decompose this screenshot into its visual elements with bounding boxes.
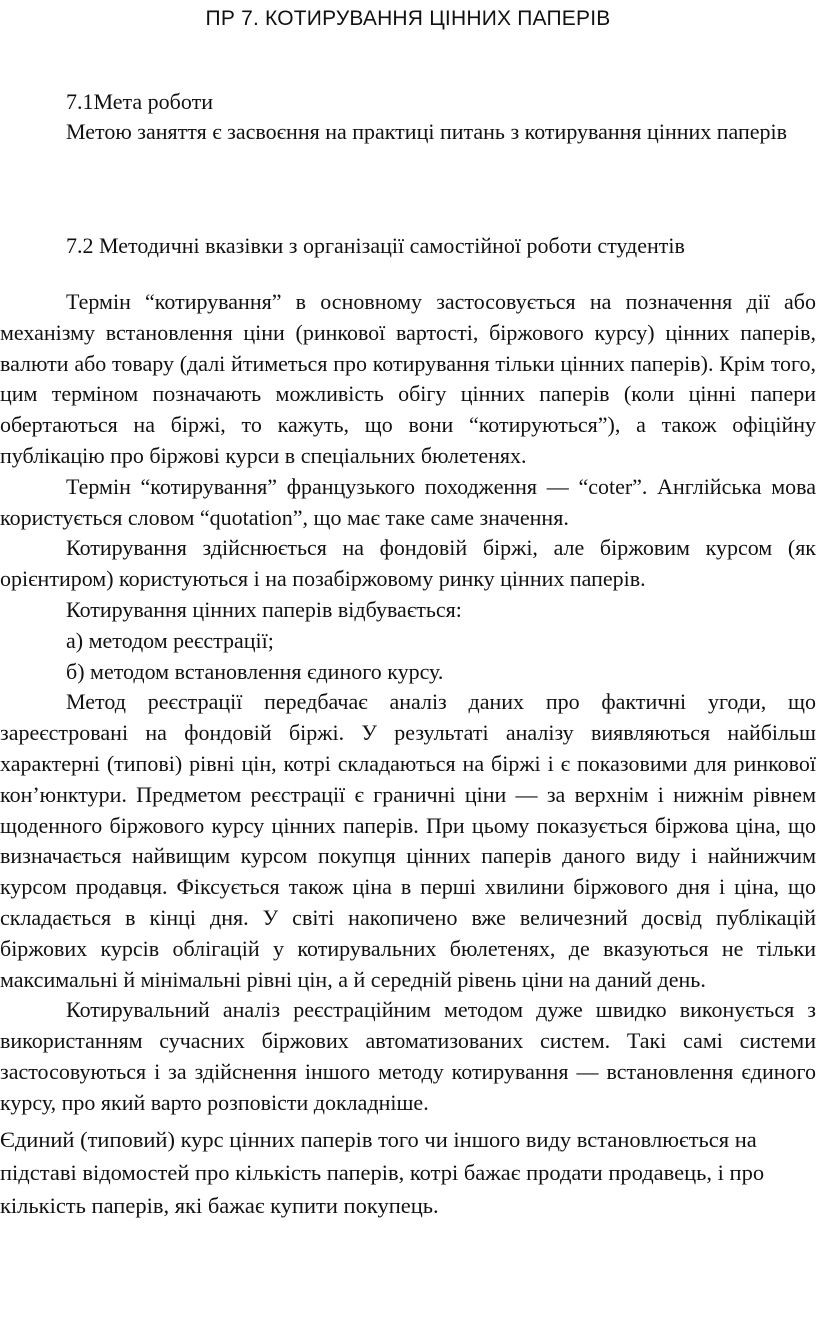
list-item: б) методом встановлення єдиного курсу. [66,658,444,684]
paragraph: Метод реєстрації передбачає аналіз даних про фактичні угоди, що зареєстровані на фондовій біржі. У результаті аналізу виявляються найбільш характерні (типові) рівні цін, котрі складаються на біржі і є показовими для ринкової кон’юнктури. Предметом реєстрації є граничні ціни — за верхнім і нижнім рівнем щоденного біржового курсу цінних паперів. При цьому показується біржова ціна, що визначається найвищим курсом покупця цінних паперів даного виду і найнижчим курсом продавця. Фіксується також ціна в перші хвилини біржового дня і ціна, що складається в кінці дня. У світі накопичено вже величезний досвід публікацій біржових курсів облігацій у котирувальних бюлетенях, де вказуються не тільки максимальні й мінімальні рівні цін, а й середній рівень ціни на даний день. [0,689,816,992]
section-1-text: Метою заняття є засвоєння на практиці питань з котирування цінних паперів [66,119,788,144]
paragraph: Котирування цінних паперів відбувається: [66,596,462,622]
paragraph: Котирувальний аналіз реєстраційним методом дуже швидко виконується з використанням сучасних біржових автоматизованих систем. Такі самі системи застосовуються і за здійснення іншого методу котирування — встановлення єдиного курсу, про який варто розповісти докладніше. [0,997,816,1115]
section-2-body [0,287,816,1222]
section-1-heading: 7.1Мета роботи [66,89,213,114]
final-paragraph: Єдиний (типовий) курс цінних паперів того чи іншого виду встановлюється на підставі відомостей про кількість паперів, котрі бажає продати продавець, і про кількість паперів, які бажає купити покупець. [0,1126,765,1218]
paragraph: Котирування здійснюється на фондовій біржі, але біржовим курсом (як орієнтиром) користуються і на позабіржовому ринку цінних паперів. [0,535,816,592]
section-2-heading: 7.2 Методичні вказівки з організації самостійної роботи студентів [66,233,685,258]
page-title: ПР 7. КОТИРУВАННЯ ЦІННИХ ПАПЕРІВ [205,7,611,30]
paragraph: Термін “котирування” в основному застосовується на позначення дії або механізму встановлення ціни (ринкової вартості, біржового курсу) цінних паперів, валюти або товару (далі йтиметься про котирування тільки цінних паперів). Крім того, цим терміном позначають можливість обігу цінних паперів (коли цінні папери обертаються на біржі, то кажуть, що вони “котируються”), а також офіційну публікацію про біржові курси в спеціальних бюлетенях. [0,289,816,468]
list-item: а) методом реєстрації; [66,627,274,653]
paragraph: Термін “котирування” французького походження — “coter”. Англійська мова користується словом “quotation”, що має таке саме значення. [0,473,816,530]
